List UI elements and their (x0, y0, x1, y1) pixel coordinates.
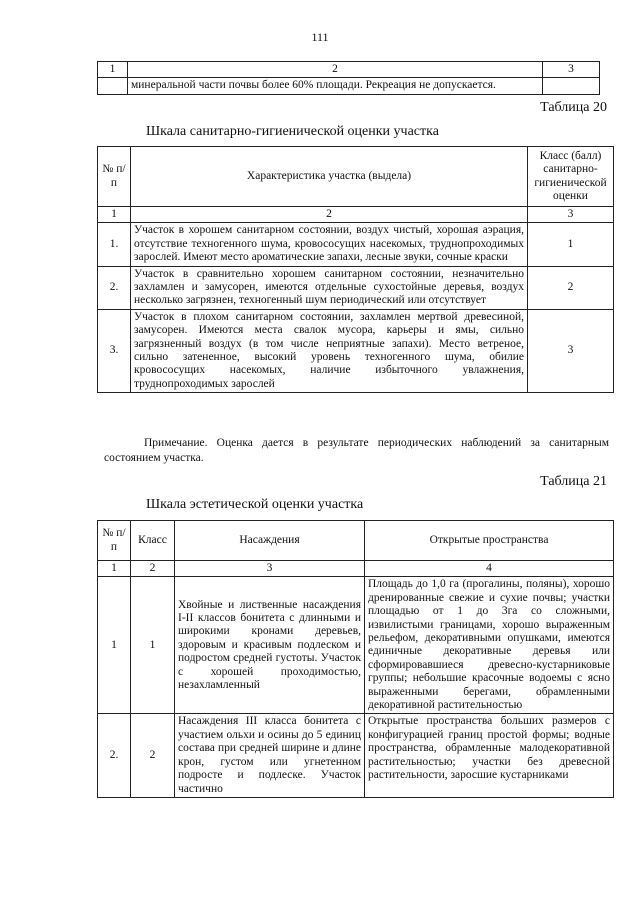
row-class: 1 (131, 577, 175, 714)
header-class: Класс (балл) санитарно-гигиенической оценки (528, 147, 614, 207)
row-num: 2. (98, 714, 131, 797)
table-header-row (98, 62, 600, 78)
row-grade: 3 (528, 309, 614, 392)
table-index-row (98, 207, 614, 223)
table20-label: Таблица 20 (540, 100, 607, 115)
table-cell: 1 (98, 207, 131, 223)
header-plantings: Насаждения (175, 521, 365, 561)
table-cell: 2 (131, 207, 528, 223)
row-num: 1. (98, 223, 131, 266)
table-cell: 1 (98, 62, 128, 78)
table-header-row (98, 147, 614, 207)
header-open-spaces: Открытые пространства (365, 521, 614, 561)
table-row (98, 577, 614, 714)
table20-title: Шкала санитарно-гигиенической оценки участка (146, 124, 439, 139)
header-num: № п/п (98, 147, 131, 207)
table-cell (98, 78, 128, 94)
header-characteristic: Характеристика участка (выдела) (131, 147, 528, 207)
row-class: 2 (131, 714, 175, 797)
row-plantings: Хвойные и лиственные насаждения I-II классов бонитета с длинными и широкими кронами деревьев, здоровым и красивым подлеском и подростом средней густоты. Участок с хорошей проходимостью, незахламленный (175, 577, 365, 714)
row-open-spaces: Открытые пространства больших размеров с конфигурацией границ простой формы; водные пространства, обрамленные малодекоративной растительностью; участки без древесной растительности, заросшие кустарниками (365, 714, 614, 797)
row-num: 3. (98, 309, 131, 392)
header-class: Класс (131, 521, 175, 561)
aesthetic-table (97, 520, 614, 798)
row-plantings: Насаждения III класса бонитета с участием ольхи и осины до 5 единиц состава при средней ширине и длине крон, густом или угнетенном подросте и подлеске. Участок частично (175, 714, 365, 797)
table-cell: 4 (365, 561, 614, 577)
table-cell: 3 (528, 207, 614, 223)
table20-note: Примечание. Оценка дается в результате периодических наблюдений за санитарным состоянием участка. (104, 437, 609, 464)
row-text: Участок в сравнительно хорошем санитарном состоянии, незначительно захламлен и замусорен, имеются отдельные сухостойные деревья, воздух несколько загрязнен, техногенный шум периодический или отсутствует (131, 266, 528, 309)
table-cell (543, 78, 600, 94)
table-cell: 3 (543, 62, 600, 78)
table-row (98, 78, 600, 94)
table-row (98, 223, 614, 266)
table-cell: 3 (175, 561, 365, 577)
header-num: № п/п (98, 521, 131, 561)
sanitary-table (97, 146, 614, 393)
row-text: Участок в плохом санитарном состоянии, захламлен мертвой древесиной, замусорен. Имеются места свалок мусора, карьеры и ямы, сильно загрязненный воздух (в том числе неприятные запахи). Место ветреное, сильно затененное, высокий уровень техногенного шума, обилие кровососущих насекомых, наличие избыточного увлажнения, труднопроходимых зарослей (131, 309, 528, 392)
row-grade: 1 (528, 223, 614, 266)
page-number: 111 (311, 30, 329, 44)
table-index-row (98, 561, 614, 577)
row-num: 1 (98, 577, 131, 714)
table-cell: 2 (128, 62, 543, 78)
table21-title: Шкала эстетической оценки участка (146, 497, 364, 512)
table-row (98, 309, 614, 392)
table-row (98, 266, 614, 309)
table-cell: 2 (131, 561, 175, 577)
table-cell: минеральной части почвы более 60% площади. Рекреация не допускается. (128, 78, 543, 94)
row-open-spaces: Площадь до 1,0 га (прогалины, поляны), хорошо дренированные свежие и сухие почвы; участки площадью от 1 до 3га со сложными, извилистыми границами, хорошо выраженным рельефом, декоративными опушками, имеются единичные декоративные деревья или сформировавшиеся древесно-кустарниковые группы; небольшие красочные водоемы с ясно выраженными берегами, обрамленными декоративной растительностью (365, 577, 614, 714)
table-row (98, 714, 614, 797)
row-num: 2. (98, 266, 131, 309)
row-text: Участок в хорошем санитарном состоянии, воздух чистый, хорошая аэрация, отсутствие техногенного шума, кровососущих насекомых, труднопроходимых зарослей. Имеют место ароматические запахи, лесные звуки, сочные краски (131, 223, 528, 266)
continued-table (97, 61, 600, 95)
row-grade: 2 (528, 266, 614, 309)
table21-label: Таблица 21 (540, 474, 607, 489)
table-cell: 1 (98, 561, 131, 577)
table-header-row (98, 521, 614, 561)
